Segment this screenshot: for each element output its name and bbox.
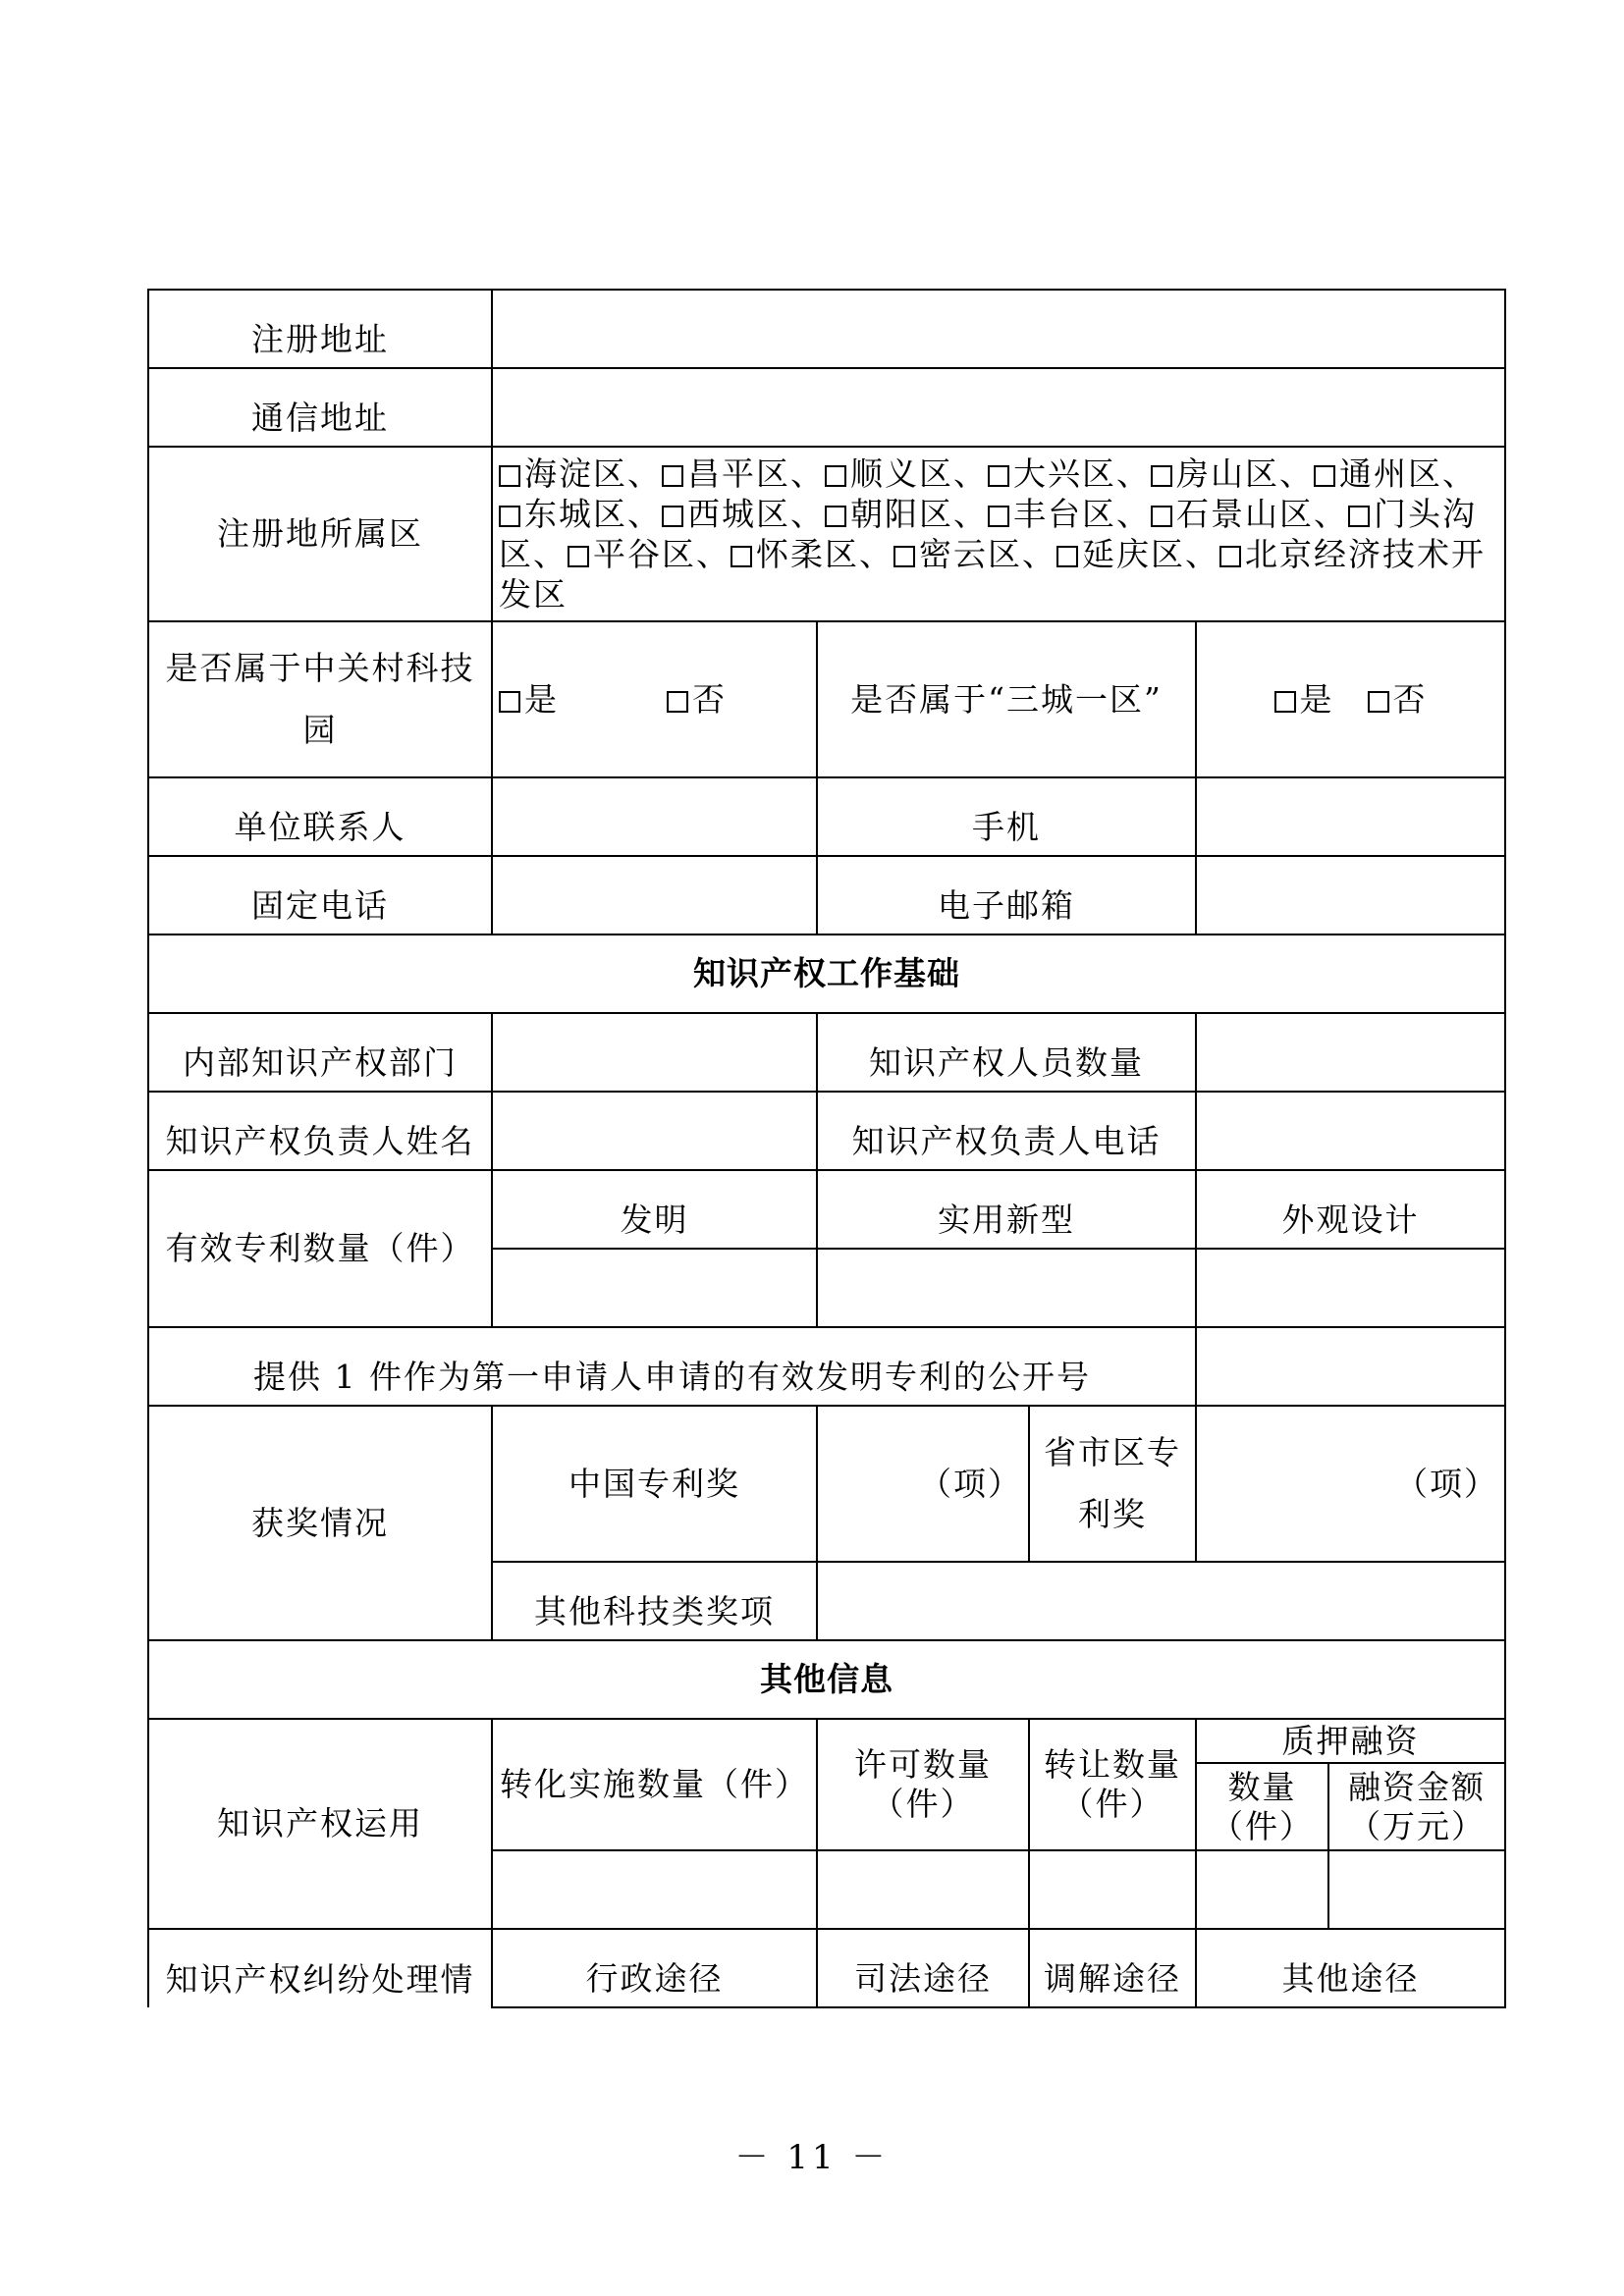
checkbox-icon <box>1274 691 1296 713</box>
provincial-patent-award-label: 省市区专利奖 <box>1029 1406 1196 1562</box>
district-option[interactable]: 平谷区 <box>568 535 696 573</box>
contact-person-field[interactable] <box>492 777 817 856</box>
row-section-other <box>148 1640 1505 1719</box>
district-option[interactable]: 朝阳区 <box>825 495 953 533</box>
mobile-label: 手机 <box>817 777 1196 856</box>
ip-usage-label: 知识产权运用 <box>148 1719 492 1929</box>
landline-field[interactable] <box>492 856 817 934</box>
checkbox-icon <box>499 465 520 487</box>
checkbox-icon <box>499 506 520 527</box>
district-options: 海淀区、 昌平区、 顺义区、 大兴区、 房山区、 通州区、东城区、 西城区、 朝阳区、 丰台区、 石景山区、 门头沟区、 平谷区、 怀柔区、 密云区、 延庆区、 北京经济技术开发区 <box>492 447 1505 621</box>
valid-patents-label: 有效专利数量（件） <box>148 1170 492 1327</box>
checkbox-icon <box>662 465 683 487</box>
checkbox-icon <box>1151 506 1172 527</box>
pledge-count-header: 数量（件） <box>1196 1763 1328 1850</box>
transfer-count-field[interactable] <box>1029 1850 1196 1929</box>
ip-head-name-label: 知识产权负责人姓名 <box>148 1092 492 1170</box>
district-option[interactable]: 丰台区 <box>988 495 1116 533</box>
zgc-no-option[interactable]: 否 <box>667 680 727 719</box>
section-title-ip-foundation: 知识产权工作基础 <box>148 934 1505 1013</box>
transform-count-header: 转化实施数量（件） <box>492 1719 817 1850</box>
district-option[interactable]: 通州区 <box>1314 454 1442 493</box>
china-patent-award-label: 中国专利奖 <box>492 1406 817 1562</box>
ip-head-phone-label: 知识产权负责人电话 <box>817 1092 1196 1170</box>
sancheng-options <box>1196 621 1505 777</box>
checkbox-icon <box>988 506 1009 527</box>
row-usage-header-1 <box>148 1719 1505 1763</box>
ip-staff-count-field[interactable] <box>1196 1013 1505 1092</box>
publication-number-field[interactable] <box>1196 1327 1505 1406</box>
license-count-header: 许可数量（件） <box>817 1719 1029 1850</box>
page-number: － 11 － <box>734 2138 890 2177</box>
district-option[interactable]: 延庆区 <box>1056 535 1185 573</box>
zgc-yes-option[interactable]: 是 <box>499 680 559 719</box>
design-header: 外观设计 <box>1196 1170 1505 1249</box>
judicial-route-header: 司法途径 <box>817 1929 1029 2007</box>
checkbox-icon <box>1151 465 1172 487</box>
district-option[interactable]: 北京经济技术开发区 <box>499 535 1486 614</box>
registered-address-label: 注册地址 <box>148 290 492 368</box>
ip-dept-label: 内部知识产权部门 <box>148 1013 492 1092</box>
checkbox-icon <box>825 506 846 527</box>
checkbox-icon <box>988 465 1009 487</box>
district-option[interactable]: 东城区 <box>499 495 627 533</box>
provincial-patent-award-field[interactable]: （项） <box>1196 1406 1505 1562</box>
row-mailing-address <box>148 368 1505 447</box>
district-option[interactable]: 顺义区 <box>825 454 953 493</box>
section-title-other-info: 其他信息 <box>148 1640 1505 1719</box>
checkbox-icon <box>1348 506 1370 527</box>
row-publication-number <box>148 1327 1505 1406</box>
transform-count-field[interactable] <box>492 1850 817 1929</box>
checkbox-icon <box>499 691 520 713</box>
registered-address-field[interactable] <box>492 290 1505 368</box>
district-option[interactable]: 门头沟区 <box>499 494 1477 573</box>
pledge-amount-field[interactable] <box>1328 1850 1505 1929</box>
checkbox-icon <box>667 691 688 713</box>
landline-label: 固定电话 <box>148 856 492 934</box>
contact-person-label: 单位联系人 <box>148 777 492 856</box>
row-contact <box>148 777 1505 856</box>
checkbox-icon <box>825 465 846 487</box>
district-option[interactable]: 海淀区 <box>499 454 627 493</box>
other-awards-field[interactable] <box>817 1562 1505 1640</box>
pledge-financing-header: 质押融资 <box>1196 1719 1505 1763</box>
checkbox-icon <box>1368 691 1389 713</box>
checkbox-icon <box>1056 546 1078 567</box>
dispute-handling-label: 知识产权纠纷处理情 <box>148 1929 492 2007</box>
district-option[interactable]: 怀柔区 <box>731 535 859 573</box>
ip-staff-count-label: 知识产权人员数量 <box>817 1013 1196 1092</box>
ip-head-phone-field[interactable] <box>1196 1092 1505 1170</box>
ip-head-name-field[interactable] <box>492 1092 817 1170</box>
mobile-field[interactable] <box>1196 777 1505 856</box>
row-ip-dept <box>148 1013 1505 1092</box>
sancheng-yes-option[interactable]: 是 <box>1274 680 1334 719</box>
administrative-route-header: 行政途径 <box>492 1929 817 2007</box>
mediation-route-header: 调解途径 <box>1029 1929 1196 2007</box>
row-park <box>148 621 1505 777</box>
transfer-count-header: 转让数量（件） <box>1029 1719 1196 1850</box>
district-option[interactable]: 大兴区 <box>988 454 1116 493</box>
pledge-count-field[interactable] <box>1196 1850 1328 1929</box>
row-registered-address <box>148 290 1505 368</box>
invention-count-field[interactable] <box>492 1249 817 1327</box>
design-count-field[interactable] <box>1196 1249 1505 1327</box>
email-label: 电子邮箱 <box>817 856 1196 934</box>
row-ip-head <box>148 1092 1505 1170</box>
checkbox-icon <box>731 546 752 567</box>
row-awards <box>148 1406 1505 1562</box>
row-district <box>148 447 1505 621</box>
sancheng-label: 是否属于“三城一区” <box>817 621 1196 777</box>
checkbox-icon <box>662 506 683 527</box>
row-patents-header <box>148 1170 1505 1249</box>
zgc-park-label: 是否属于中关村科技园 <box>148 621 492 777</box>
china-patent-award-field[interactable]: （项） <box>817 1406 1029 1562</box>
district-option[interactable]: 西城区 <box>662 495 790 533</box>
checkbox-icon <box>1314 465 1335 487</box>
district-option[interactable]: 昌平区 <box>662 454 790 493</box>
utility-model-header: 实用新型 <box>817 1170 1196 1249</box>
zgc-park-options <box>492 621 817 777</box>
publication-number-label: 提供 1 件作为第一申请人申请的有效发明专利的公开号 <box>148 1327 1196 1406</box>
utility-model-count-field[interactable] <box>817 1249 1196 1327</box>
district-label: 注册地所属区 <box>148 447 492 621</box>
other-route-header: 其他途径 <box>1196 1929 1505 2007</box>
checkbox-icon <box>568 546 589 567</box>
invention-header: 发明 <box>492 1170 817 1249</box>
application-form-table <box>147 289 1506 2008</box>
mailing-address-field[interactable] <box>492 368 1505 447</box>
pledge-amount-header: 融资金额（万元） <box>1328 1763 1505 1850</box>
district-option[interactable]: 房山区 <box>1151 454 1279 493</box>
license-count-field[interactable] <box>817 1850 1029 1929</box>
awards-label: 获奖情况 <box>148 1406 492 1640</box>
ip-dept-field[interactable] <box>492 1013 817 1092</box>
email-field[interactable] <box>1196 856 1505 934</box>
row-phone <box>148 856 1505 934</box>
row-section-ip <box>148 934 1505 1013</box>
district-option[interactable]: 密云区 <box>893 535 1022 573</box>
district-option[interactable]: 石景山区 <box>1151 495 1314 533</box>
mailing-address-label: 通信地址 <box>148 368 492 447</box>
sancheng-no-option[interactable]: 否 <box>1368 680 1428 719</box>
row-dispute <box>148 1929 1505 2007</box>
other-awards-label: 其他科技类奖项 <box>492 1562 817 1640</box>
checkbox-icon <box>1219 546 1241 567</box>
checkbox-icon <box>893 546 915 567</box>
